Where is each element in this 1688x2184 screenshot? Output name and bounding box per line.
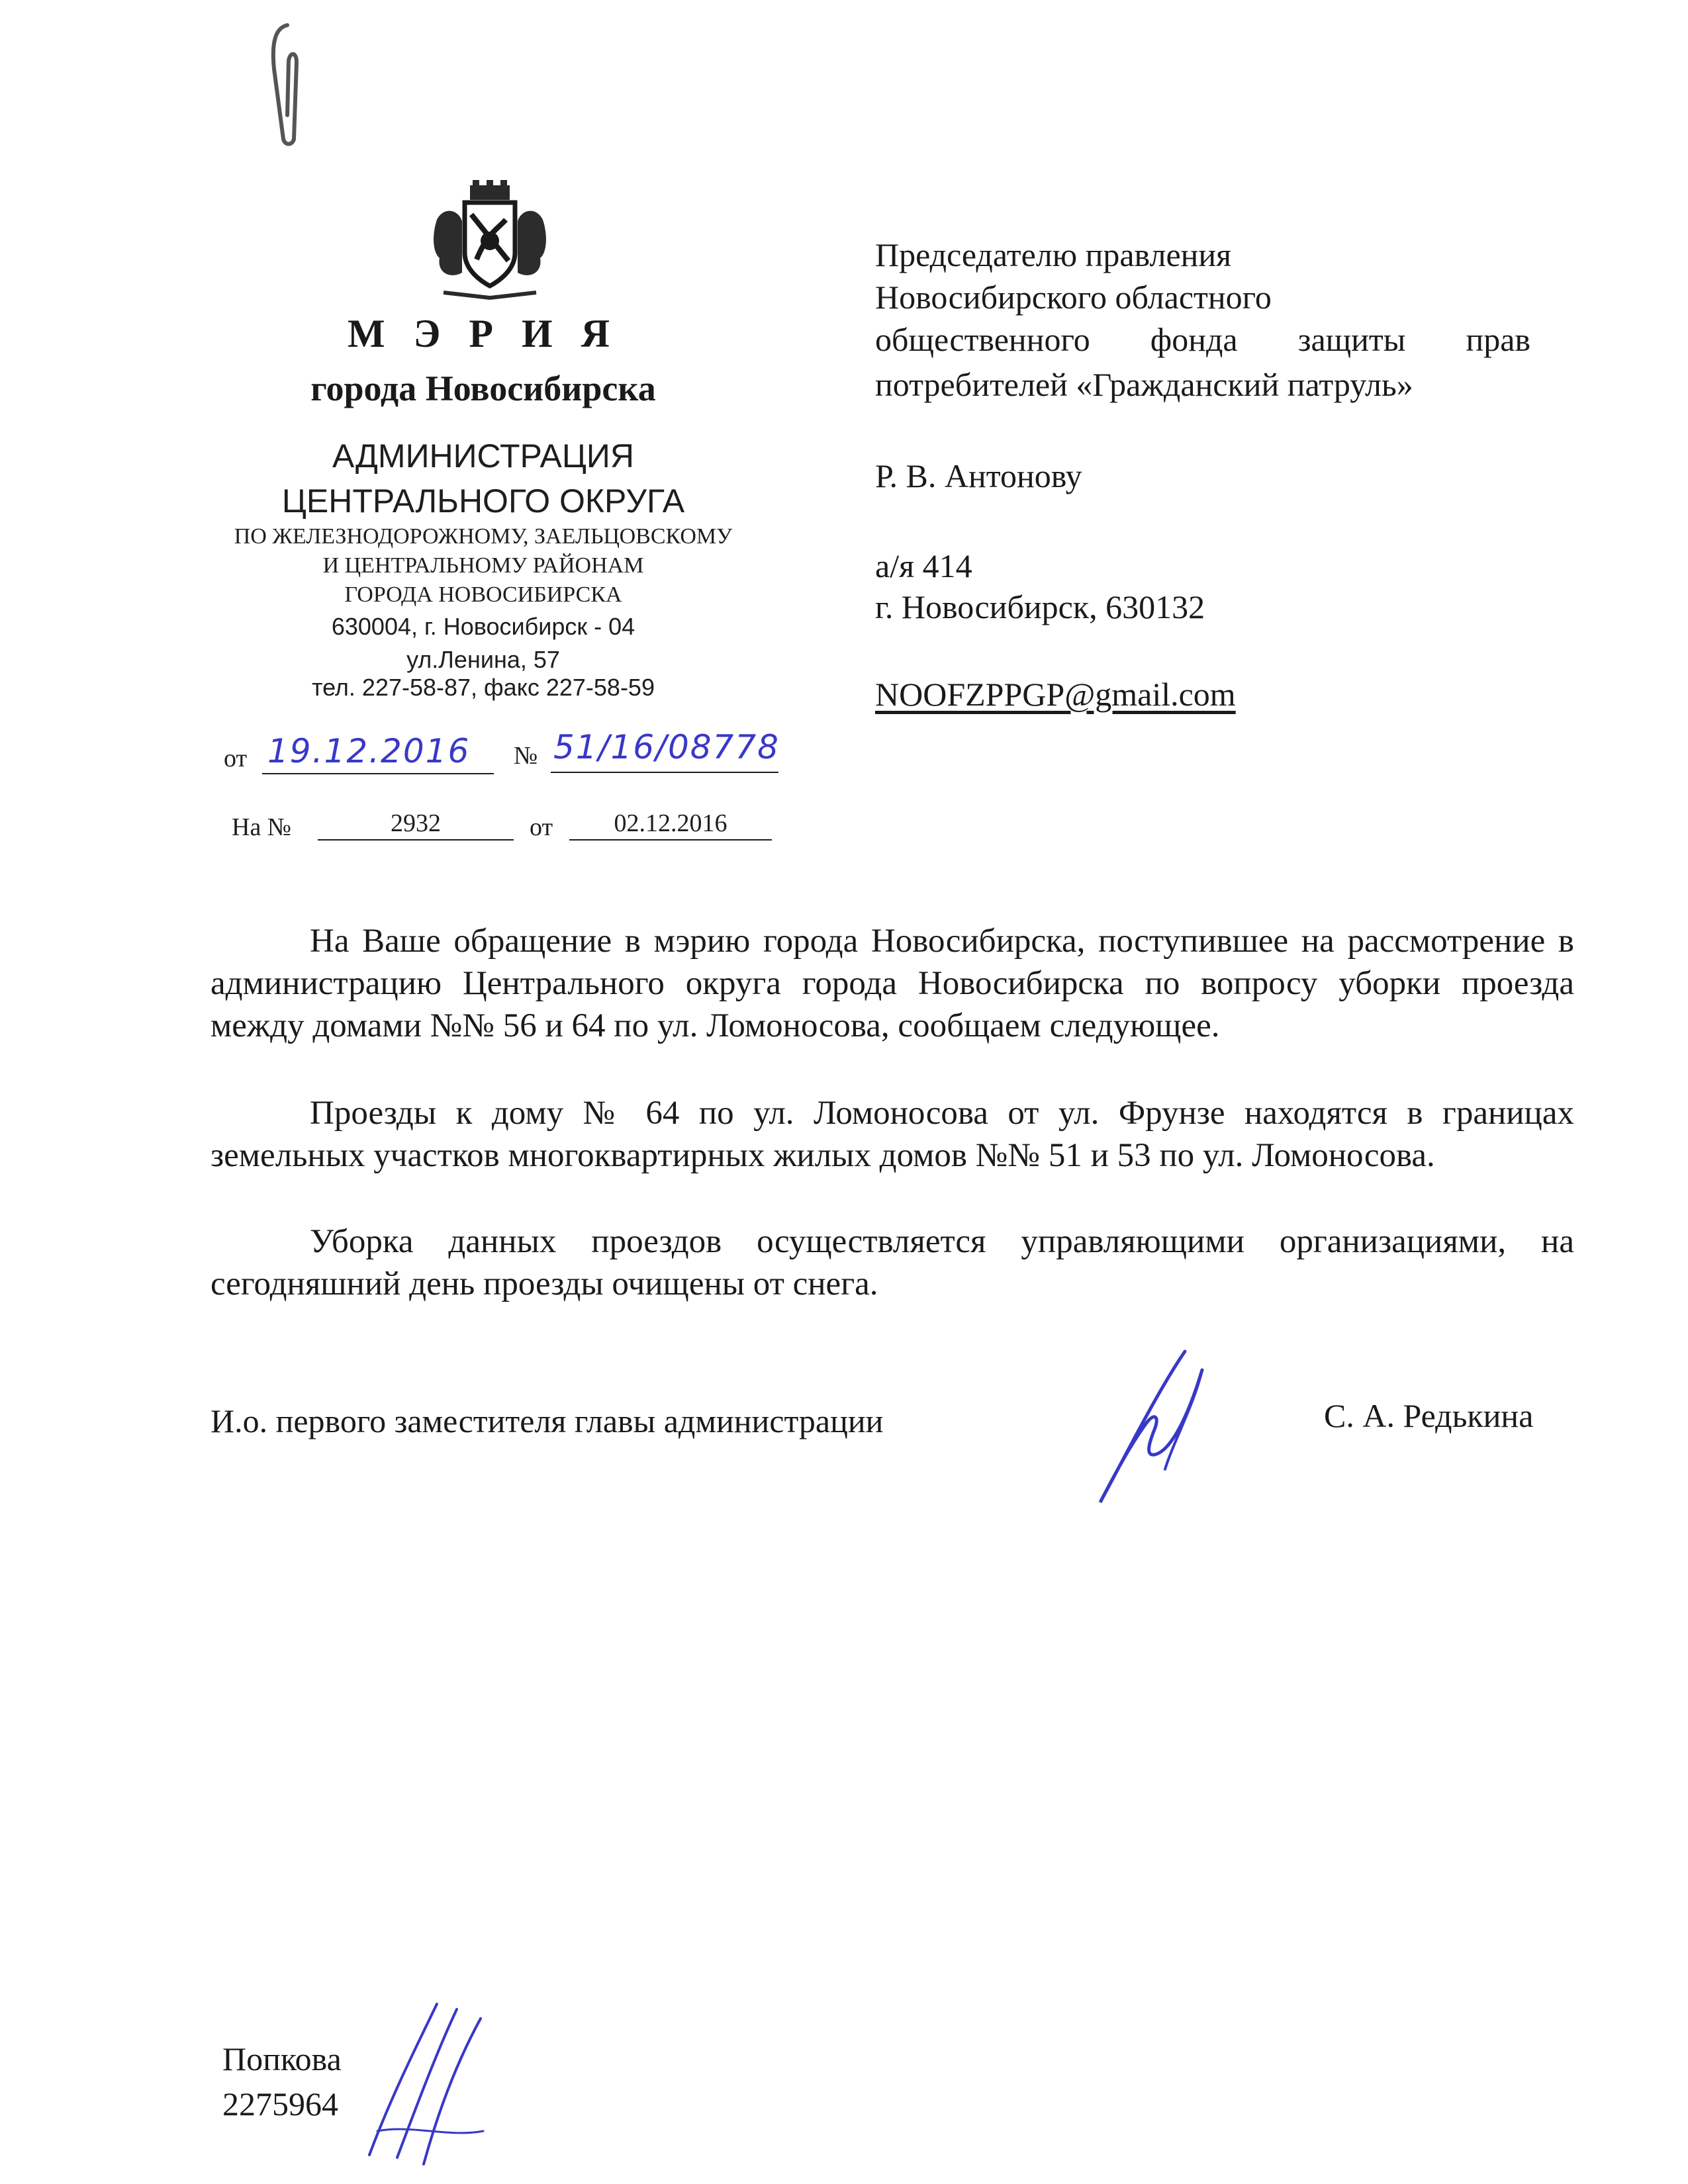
body-paragraph — [211, 1220, 1574, 1305]
paperclip-icon — [249, 23, 312, 148]
sender-phones: тел. 227-58-87, факс 227-58-59 — [312, 674, 655, 701]
recipient-title: Председателю правления — [875, 236, 1232, 273]
admin-districts-line: И ЦЕНТРАЛЬНОМУ РАЙОНАМ — [322, 553, 644, 578]
ref-date-underline — [569, 839, 772, 841]
recipient-name: Р. В. Антонову — [875, 457, 1082, 494]
admin-city-line: ГОРОДА НОВОСИБИРСКА — [344, 582, 622, 607]
ref-label: На № — [232, 813, 292, 841]
mayor-title: М Э Р И Я — [348, 312, 619, 355]
recipient-city: г. Новосибирск, 630132 — [875, 588, 1205, 625]
date-label: от — [224, 745, 248, 772]
paragraph-text: Проезды к дому № 64 по ул. Ломоносова от ул. Фрунзе находятся в границах земельных участков многоквартирных жилых домов №№ 51 и 53 по ул. Ломоносова. — [211, 1095, 1574, 1174]
recipient-org: Новосибирского областного — [875, 279, 1272, 316]
executor-phone: 2275964 — [222, 2085, 338, 2122]
ref-number: 2932 — [391, 809, 441, 837]
signature-mark — [351, 1999, 510, 2171]
date-underline — [262, 773, 494, 774]
ref-number-underline — [318, 839, 514, 841]
number-underline — [551, 772, 778, 773]
signature-mark — [1086, 1343, 1244, 1516]
coat-of-arms-emblem — [424, 180, 556, 306]
recipient-email: NOOFZPPGP@gmail.com — [875, 676, 1236, 713]
body-paragraph — [211, 920, 1574, 1047]
number-label: № — [514, 742, 538, 770]
ref-date: 02.12.2016 — [614, 809, 727, 837]
outgoing-date: 19.12.2016 — [267, 732, 471, 770]
signer-name: С. А. Редькина — [1324, 1397, 1534, 1434]
admin-district: ЦЕНТРАЛЬНОГО ОКРУГА — [281, 482, 685, 520]
admin-districts-line: ПО ЖЕЛЕЗНОДОРОЖНОМУ, ЗАЕЛЬЦОВСКОМУ — [234, 524, 733, 549]
mayor-city: города Новосибирска — [310, 369, 656, 408]
outgoing-number: 51/16/08778 — [553, 728, 780, 766]
recipient-po-box: а/я 414 — [875, 547, 972, 584]
admin-heading: АДМИНИСТРАЦИЯ — [332, 437, 634, 475]
sender-address: 630004, г. Новосибирск - 04 — [331, 613, 635, 640]
paragraph-text: Уборка данных проездов осуществляется управляющими организациями, на сегодняшний день проезды очищены от снега. — [211, 1223, 1574, 1302]
executor-name: Попкова — [222, 2040, 342, 2077]
recipient-org: потребителей «Гражданский патруль» — [875, 366, 1413, 403]
ref-date-label: от — [530, 813, 553, 841]
paragraph-text: На Ваше обращение в мэрию города Новосибирска, поступившее на рассмотрение в администрацию Центрального округа города Новосибирска по вопросу уборки проезда между домами №№ 56 и 64 по ул. Ломоносова, сообщаем следующее. — [211, 923, 1574, 1044]
recipient-org: общественного фонда защиты прав — [875, 321, 1530, 358]
signer-position: И.о. первого заместителя главы администрации — [211, 1402, 884, 1439]
body-paragraph — [211, 1092, 1574, 1177]
sender-street: ул.Ленина, 57 — [406, 646, 560, 673]
